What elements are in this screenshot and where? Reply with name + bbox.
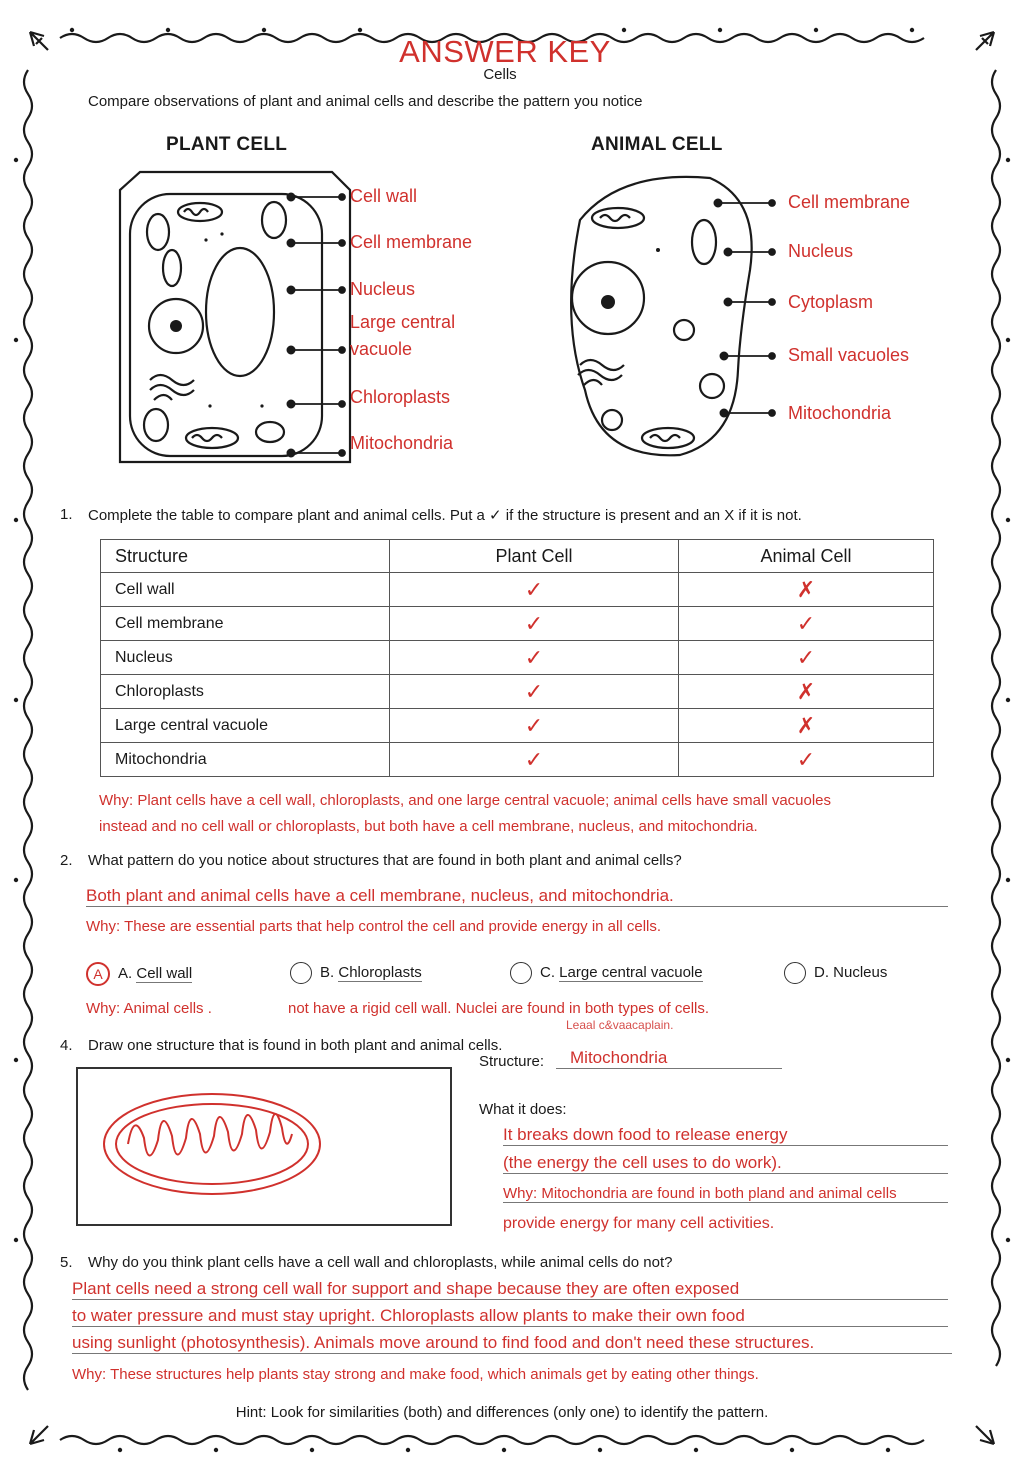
q3-why-end: not have a rigid cell wall. Nuclei are found in both types of cells. (288, 1000, 710, 1017)
radio-icon[interactable] (510, 962, 532, 984)
q4-why (503, 1185, 948, 1203)
row-plant-mark: ✓ (390, 743, 679, 777)
option-label: Chloroplasts (338, 963, 422, 981)
radio-icon[interactable] (784, 962, 806, 984)
plant-label-large-central: Large central (350, 312, 456, 332)
q4-answer-line2: (the energy the cell uses to do work). (503, 1153, 948, 1174)
comparison-table (100, 539, 934, 777)
q4-why-label: Why: (503, 1185, 538, 1202)
q5-answer-line2: to water pressure and must stay upright. Chloroplasts allow plants to make their own food (72, 1306, 948, 1327)
q2-why: Why: These are essential parts that help control the cell and provide energy in all cells. (86, 918, 662, 935)
q5-text: Why do you think plant cells have a cell wall and chloroplasts, while animal cells do not? (88, 1254, 673, 1271)
row-animal-mark: ✓ (679, 607, 934, 641)
animal-label-small-vacuoles: Small vacuoles (788, 345, 910, 365)
row-structure: Mitochondria (101, 743, 390, 777)
table-row (101, 709, 934, 743)
page-title: ANSWER KEY (399, 34, 611, 69)
q4-why-line2: provide energy for many cell activities. (503, 1215, 775, 1232)
q1-text: Complete the table to compare plant and animal cells. Put a ✓ if the structure is present and an X if it is not. (88, 507, 802, 524)
q4-answer-line1: It breaks down food to release energy (503, 1125, 948, 1146)
row-plant-mark: ✓ (390, 675, 679, 709)
row-animal-mark: ✓ (679, 641, 934, 675)
animal-label-cytoplasm: Cytoplasm (788, 292, 874, 312)
q1-why-line2: instead and no cell wall or chloroplasts, but both have a cell membrane, nucleus, and mitochondria. (99, 818, 758, 835)
row-animal-mark: ✗ (679, 573, 934, 607)
q3-option-a[interactable] (86, 962, 192, 986)
animal-label-mitochondria: Mitochondria (788, 403, 892, 423)
plant-label-vacuole: vacuole (350, 339, 413, 359)
page-subtitle: Cells (483, 66, 517, 83)
q2-answer: Both plant and animal cells have a cell membrane, nucleus, and mitochondria. (86, 886, 948, 907)
plant-label-nucleus: Nucleus (350, 279, 416, 299)
radio-selected-icon[interactable]: A (86, 962, 110, 986)
table-row (101, 743, 934, 777)
row-plant-mark: ✓ (390, 607, 679, 641)
q3-option-b[interactable] (290, 962, 422, 984)
option-prefix: D. (814, 963, 829, 981)
plant-label-cell-wall: Cell wall (350, 186, 418, 206)
q3-why-start: Why: Animal cells . (86, 1000, 212, 1017)
radio-icon[interactable] (290, 962, 312, 984)
plant-cell-heading: PLANT CELL (166, 134, 288, 155)
q4-structure-value[interactable]: Mitochondria (556, 1048, 782, 1069)
q4-structure-label: Structure: (479, 1053, 545, 1070)
intro-text: Compare observations of plant and animal cells and describe the pattern you notice (88, 93, 643, 110)
row-structure: Large central vacuole (101, 709, 390, 743)
q1-why-line1: Why: Plant cells have a cell wall, chloroplasts, and one large central vacuole; animal cells have small vacuoles (99, 792, 832, 809)
table-header-animal: Animal Cell (679, 540, 934, 573)
animal-label-cell-membrane: Cell membrane (788, 192, 911, 212)
table-row (101, 573, 934, 607)
plant-label-mitochondria: Mitochondria (350, 433, 454, 453)
row-structure: Chloroplasts (101, 675, 390, 709)
q5-answer-line1: Plant cells need a strong cell wall for support and shape because they are often exposed (72, 1279, 948, 1300)
q5-number: 5. (60, 1254, 73, 1271)
row-animal-mark: ✗ (679, 675, 934, 709)
plant-label-cell-membrane: Cell membrane (350, 232, 473, 252)
q2-number: 2. (60, 852, 73, 869)
q4-what-label: What it does: (479, 1101, 567, 1118)
option-label: Nucleus (833, 963, 888, 981)
row-structure: Nucleus (101, 641, 390, 675)
row-plant-mark: ✓ (390, 573, 679, 607)
option-prefix: A. (118, 964, 133, 982)
row-structure: Cell membrane (101, 607, 390, 641)
q3-option-d[interactable] (784, 962, 887, 984)
q1-number: 1. (60, 506, 73, 523)
animal-label-nucleus: Nucleus (788, 241, 854, 261)
table-row (101, 641, 934, 675)
q5-why: Why: These structures help plants stay strong and make food, which animals get by eating other things. (72, 1366, 759, 1383)
table-header-structure: Structure (101, 540, 390, 573)
option-prefix: C. (540, 963, 555, 981)
table-row (101, 675, 934, 709)
table-row (101, 607, 934, 641)
option-label: Cell wall (136, 964, 193, 982)
row-structure: Cell wall (101, 573, 390, 607)
q4-number: 4. (60, 1037, 73, 1054)
row-animal-mark: ✗ (679, 709, 934, 743)
q4-text: Draw one structure that is found in both plant and animal cells. (88, 1037, 503, 1054)
drawing-box[interactable] (76, 1067, 452, 1226)
table-header-row (101, 540, 934, 573)
row-plant-mark: ✓ (390, 709, 679, 743)
q3-option-c[interactable] (510, 962, 703, 984)
option-prefix: B. (320, 963, 335, 981)
row-plant-mark: ✓ (390, 641, 679, 675)
q4-why-text: Mitochondria are found in both pland and animal cells (541, 1185, 897, 1202)
table-header-plant: Plant Cell (390, 540, 679, 573)
q5-answer-line3: using sunlight (photosynthesis). Animals move around to find food and don't need these structures. (72, 1333, 952, 1354)
q3-smudged-text: Leaal c&vaacaplain. (566, 1018, 674, 1032)
animal-cell-heading: ANIMAL CELL (591, 134, 723, 155)
row-animal-mark: ✓ (679, 743, 934, 777)
animal-cell-diagram (560, 170, 800, 470)
hint-text: Hint: Look for similarities (both) and differences (only one) to identify the pattern. (235, 1404, 769, 1421)
plant-label-chloroplasts: Chloroplasts (350, 387, 451, 407)
mitochondria-drawing (78, 1069, 450, 1224)
option-label: Large central vacuole (559, 963, 703, 981)
q2-text: What pattern do you notice about structures that are found in both plant and animal cells? (88, 852, 682, 869)
